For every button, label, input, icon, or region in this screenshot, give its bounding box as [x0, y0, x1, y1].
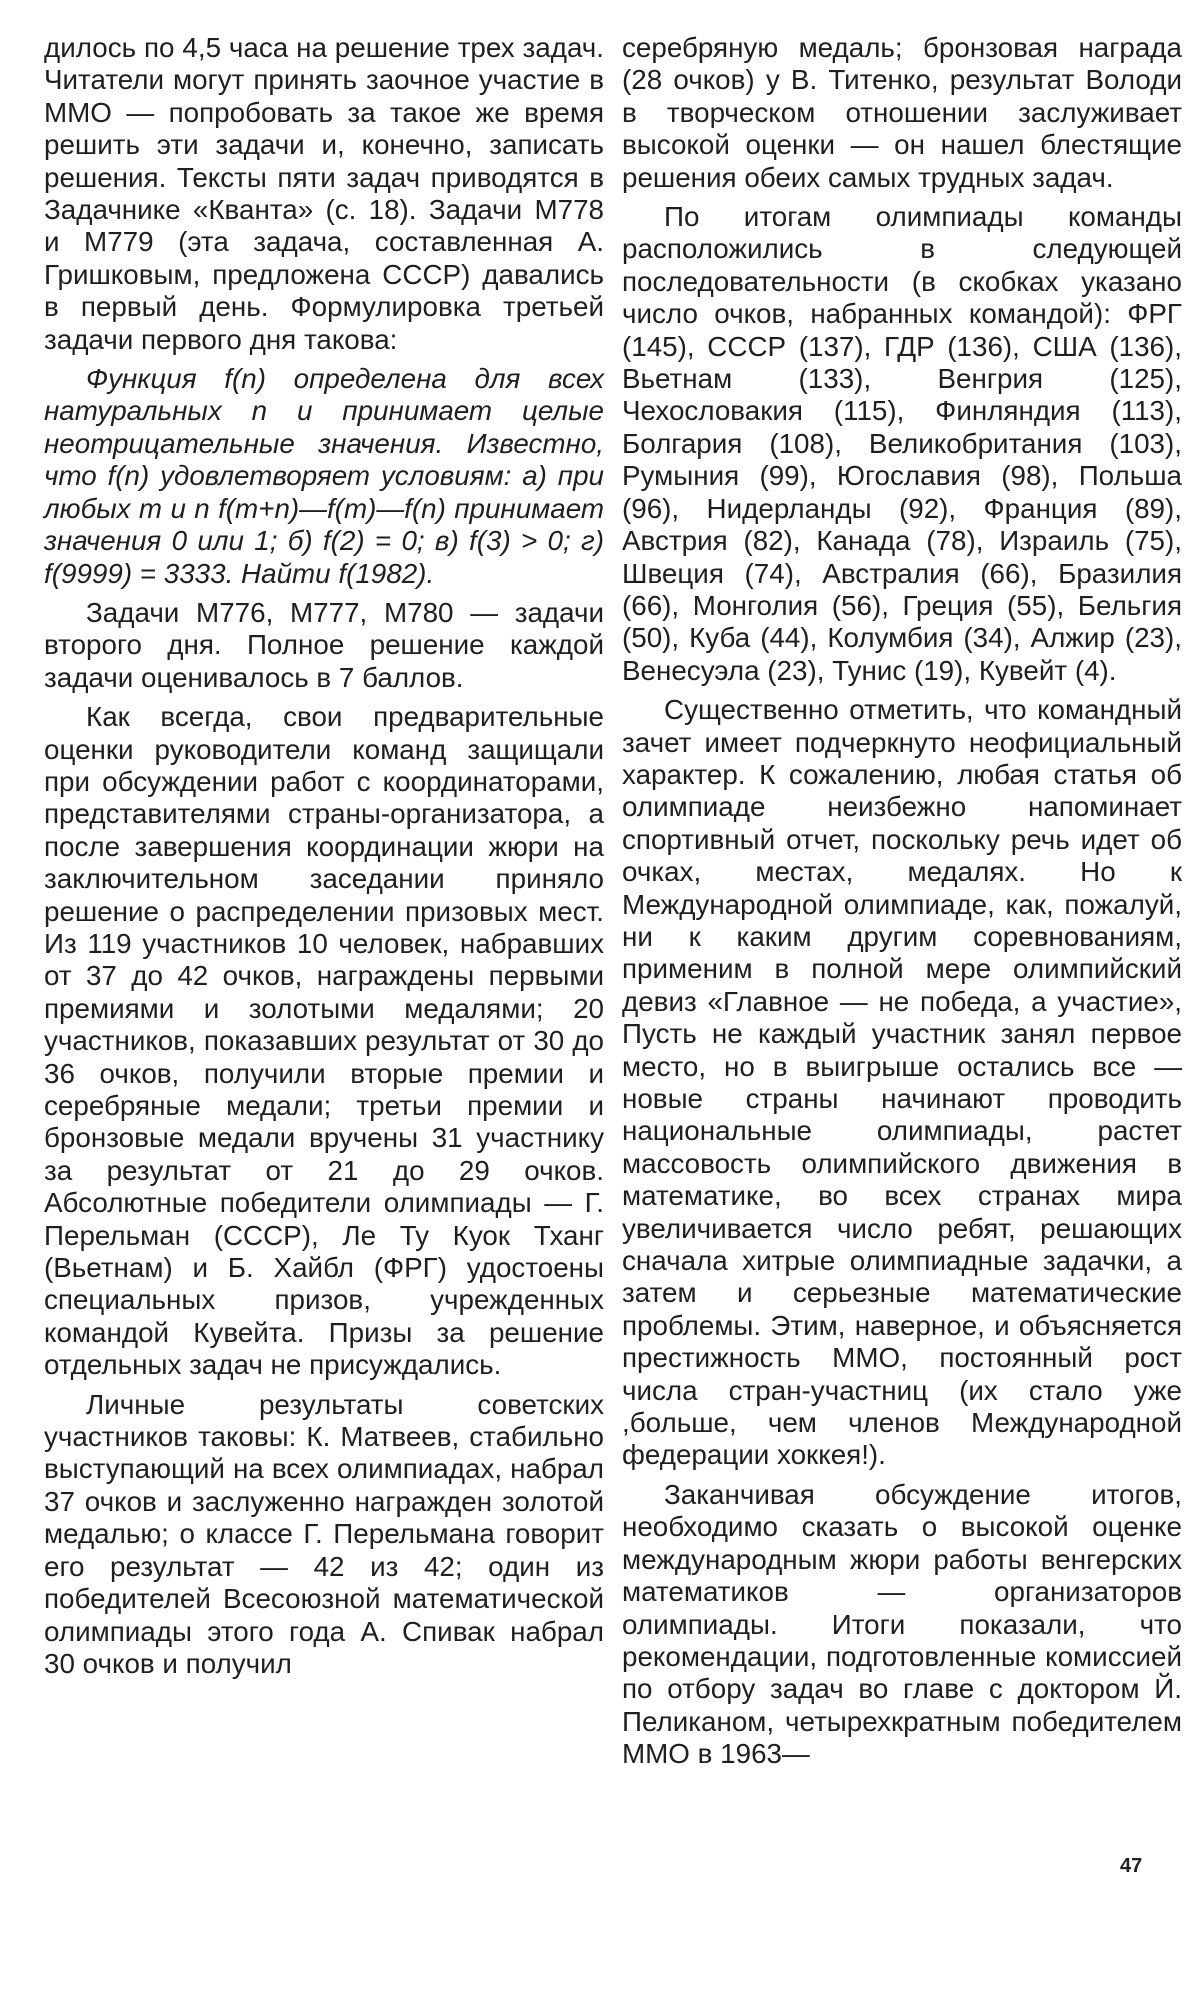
paragraph-soviet-results: Личные результаты советских участников таковы: К. Матвеев, стабильно выступающий на всех олимпиадах, набрал 37 очков и заслуженно награжден золотой медалью; о классе Г. Перельмана говорит его результат — 42 из 42; один из победителей Всесоюзной математической олимпиады этого года А. Спивак набрал 30 очков и получил: [44, 1388, 604, 1679]
right-column: [622, 32, 1182, 1778]
paragraph-awards: Как всегда, свои предварительные оценки руководители команд защищали при обсуждении работ с координаторами, представителями страны-организатора, а после завершения координации жюри на заключительном заседании приняло решение о распределении призовых мест. Из 119 участников 10 человек, набравших от 37 до 42 очков, награждены первыми премиями и золотыми медалями; 20 участников, показавших результат от 30 до 36 очков, получили вторые премии и серебряные медали; третьи премии и бронзовые медали вручены 31 участнику за результат от 21 до 29 очков. Абсолютные победители олимпиады — Г. Перельман (СССР), Ле Ту Куок Тханг (Вьетнам) и Б. Хайбл (ФРГ) удостоены специальных призов, учрежденных командой Кувейта. Призы за решение отдельных задач не присуждались.: [44, 701, 604, 1381]
left-column: [44, 32, 604, 1687]
paragraph-second-day: Задачи М776, М777, М780 — задачи второго дня. Полное решение каждой задачи оценивалось в 7 баллов.: [44, 596, 604, 693]
page-number: 47: [1120, 1855, 1143, 1877]
paragraph-team-unofficial: Существенно отметить, что командный зачет имеет подчеркнуто неофициальный характер. К сожалению, любая статья об олимпиаде неизбежно напоминает спортивный отчет, поскольку речь идет об очках, местах, медалях. Но к Международной олимпиаде, как, пожалуй, ни к каким другим соревнованиям, применим в полной мере олимпийский девиз «Главное — не победа, а участие», Пусть не каждый участник занял первое место, но в выигрыше остались все — новые страны начинают проводить национальные олимпиады, растет массовость олимпийского движения в математике, во всех странах мира увеличивается число ребят, решающих сначала хитрые олимпиадные задачки, а затем и серьезные математические проблемы. Этим, наверное, и объясняется престижность ММО, постоянный рост числа стран-участниц (их стало уже ,больше, чем членов Международной федерации хоккея!).: [622, 694, 1182, 1471]
paragraph-conclusion: Заканчивая обсуждение итогов, необходимо сказать о высокой оценке международным жюри работы венгерских математиков — организаторов олимпиады. Итоги показали, что рекомендации, подготовленные комиссией по отбору задач во главе с доктором Й. Пеликаном, четырехкратным победителем ММО в 1963—: [622, 1478, 1182, 1770]
problem-statement: Функция f(n) определена для всех натуральных n и принимает целые неотрицательные значения. Известно, что f(n) удовлетворяет условиям: а) при любых m и n f(m+n)—f(m)—f(n) принимает значения 0 или 1; б) f(2) = 0; в) f(3) > 0; г) f(9999) = 3333. Найти f(1982).: [44, 363, 604, 589]
paragraph-intro: дилось по 4,5 часа на решение трех задач. Читатели могут принять заочное участие в ММО — попробовать за такое же время решить эти задачи и, конечно, записать решения. Тексты пяти задач приводятся в Задачнике «Кванта» (с. 18). Задачи М778 и М779 (эта задача, составленная А. Гришковым, предложена СССР) давались в первый день. Формулировка третьей задачи первого дня такова:: [44, 32, 604, 355]
paragraph-team-standings: По итогам олимпиады команды расположились в следующей последовательности (в скобках указано число очков, набранных командой): ФРГ (145), СССР (137), ГДР (136), США (136), Вьетнам (133), Венгрия (125), Чехословакия (115), Финляндия (113), Болгария (108), Великобритания (103), Румыния (99), Югославия (98), Польша (96), Нидерланды (92), Франция (89), Австрия (82), Канада (78), Израиль (75), Швеция (74), Австралия (66), Бразилия (66), Монголия (56), Греция (55), Бельгия (50), Куба (44), Колумбия (34), Алжир (23), Венесуэла (23), Тунис (19), Кувейт (4).: [622, 201, 1182, 686]
paragraph-medal-continued: серебряную медаль; бронзовая награда (28 очков) у В. Титенко, результат Володи в творческом отношении заслуживает высокой оценки — он нашел блестящие решения обеих самых трудных задач.: [622, 32, 1182, 193]
